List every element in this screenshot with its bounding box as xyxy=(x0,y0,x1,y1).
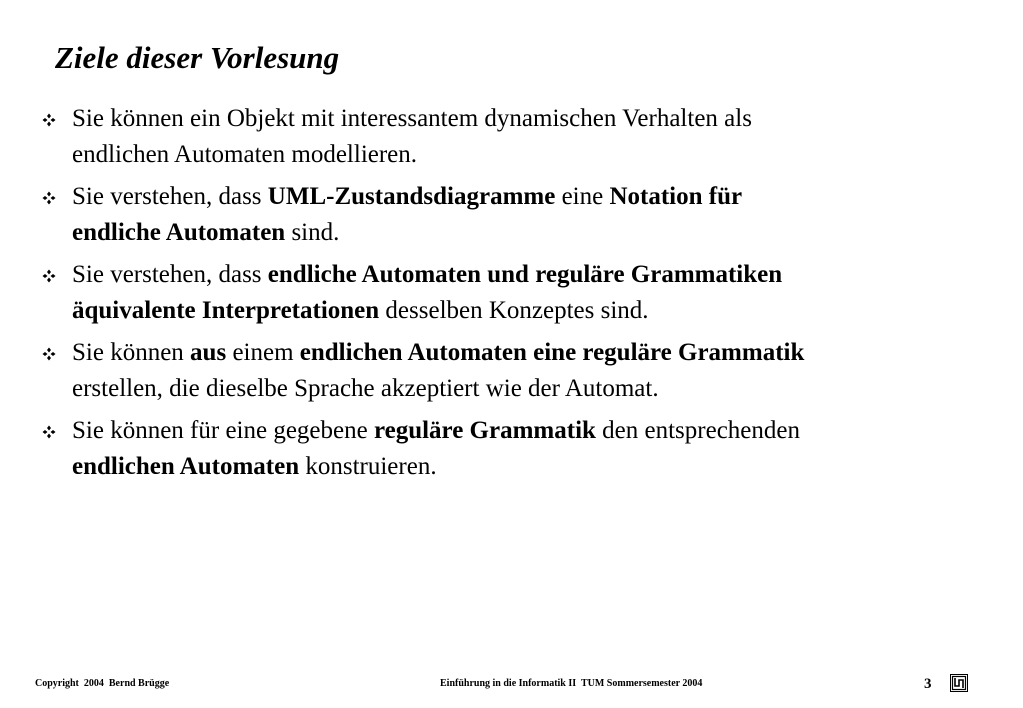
four-diamond-bullet-icon xyxy=(42,113,56,127)
bullet-text-bold: UML-Zustandsdiagramme xyxy=(267,183,556,210)
bullet-text: konstruieren. xyxy=(299,453,437,480)
list-item xyxy=(40,335,820,407)
page-number: 3 xyxy=(924,676,932,692)
bullet-text: Sie können ein Objekt mit interessantem dynamischen Verhalten als endlichen Automaten modellieren. xyxy=(72,105,752,168)
bullet-text-bold: endlichen Automaten eine reguläre Grammatik xyxy=(299,339,805,366)
bullet-text-bold: aus xyxy=(190,339,227,366)
bullet-text: den entsprechenden xyxy=(595,417,800,444)
list-item xyxy=(40,257,820,329)
bullet-text-bold: reguläre Grammatik xyxy=(373,417,596,444)
footer-copyright: Copyright 2004 Bernd Brügge xyxy=(35,678,170,689)
bullet-text-bold: Notation für endliche Automaten xyxy=(72,183,742,246)
bullet-text: Sie können für eine gegebene xyxy=(72,417,374,444)
bullet-text: desselben Konzeptes sind. xyxy=(379,297,649,324)
footer-course: Einführung in die Informatik II TUM Sommersemester 2004 xyxy=(440,678,703,689)
four-diamond-bullet-icon xyxy=(42,191,56,205)
page-title: Ziele dieser Vorlesung xyxy=(55,40,340,75)
bullet-text: einem xyxy=(226,339,300,366)
bullet-list xyxy=(40,101,820,491)
list-item xyxy=(40,101,820,173)
four-diamond-bullet-icon xyxy=(42,425,56,439)
tum-logo-icon xyxy=(950,674,968,692)
list-item xyxy=(40,179,820,251)
four-diamond-bullet-icon xyxy=(42,269,56,283)
four-diamond-bullet-icon xyxy=(42,347,56,361)
bullet-text: Sie können xyxy=(72,339,191,366)
list-item xyxy=(40,413,820,485)
bullet-text: sind. xyxy=(285,219,340,246)
bullet-text: Sie verstehen, dass xyxy=(72,261,268,288)
bullet-text-bold: endliche Automaten und reguläre Grammatiken äquivalente Interpretationen xyxy=(72,261,783,324)
bullet-text-bold: endlichen Automaten xyxy=(72,453,300,480)
bullet-text: eine xyxy=(555,183,610,210)
bullet-text: erstellen, die dieselbe Sprache akzeptiert wie der Automat. xyxy=(72,375,659,402)
bullet-text: Sie verstehen, dass xyxy=(72,183,268,210)
